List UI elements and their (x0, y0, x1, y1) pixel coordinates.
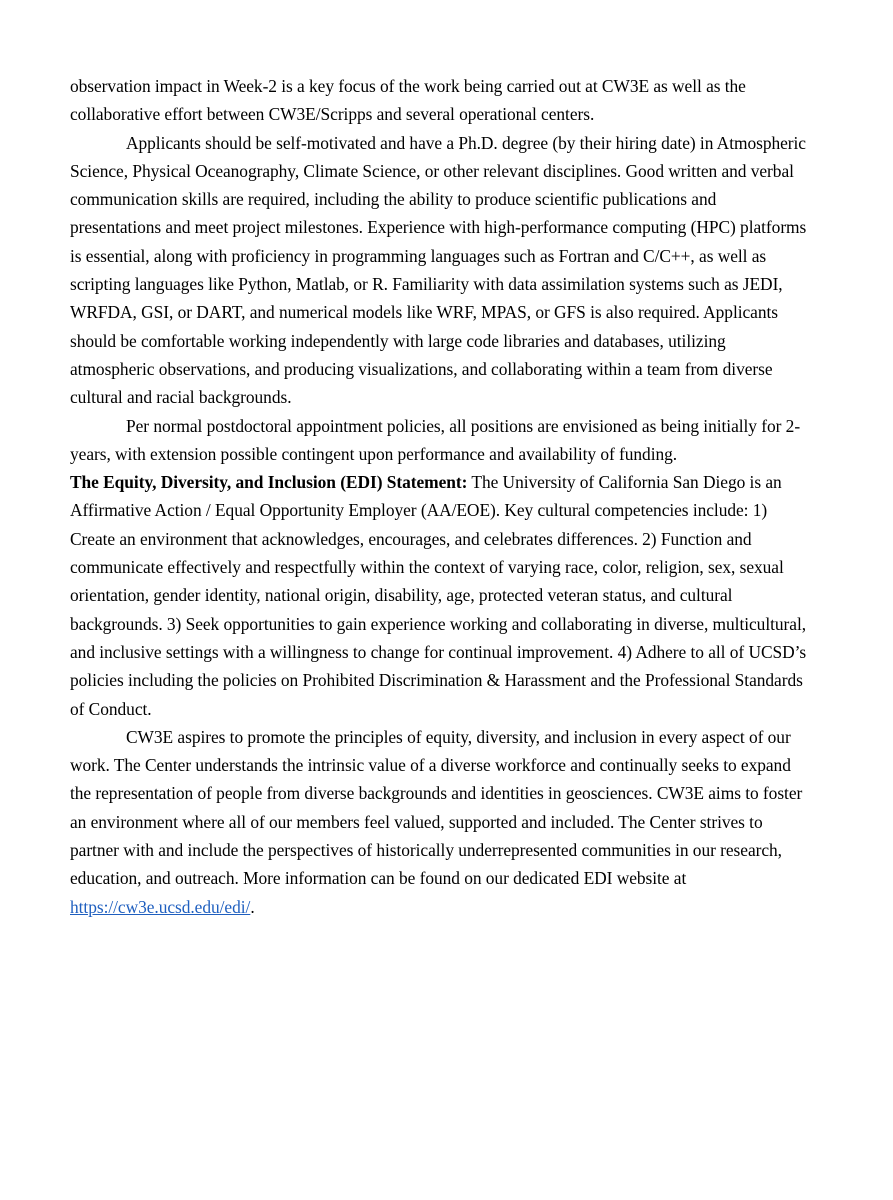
cw3e-edi-body: CW3E aspires to promote the principles of equity, diversity, and inclusion in every aspect of our work. The Center understands the intrinsic value of a diverse workforce and continually seeks to expand the representation of people from diverse backgrounds and identities in geosciences. CW3E aims to foster an environment where all of our members feel valued, supported and included. The Center strives to partner with and include the perspectives of historically underrepresented communities in our research, education, and outreach. More information can be found on our dedicated EDI website at (70, 726, 803, 889)
paragraph-cw3e-edi (70, 723, 810, 921)
document-page (70, 72, 810, 921)
edi-website-link[interactable]: https://cw3e.ucsd.edu/edi/ (70, 896, 251, 917)
paragraph-observation-impact: observation impact in Week-2 is a key focus of the work being carried out at CW3E as well as the collaborative effort between CW3E/Scripps and several operational centers. (70, 76, 746, 125)
cw3e-edi-end: . (250, 896, 255, 917)
edi-heading: The Equity, Diversity, and Inclusion (EDI) Statement: (70, 472, 468, 493)
paragraph-edi-statement (70, 468, 810, 723)
paragraph-appointment-policy: Per normal postdoctoral appointment policies, all positions are envisioned as being initially for 2-years, with extension possible contingent upon performance and availability of funding. (70, 415, 801, 464)
edi-statement-body: The University of California San Diego is an Affirmative Action / Equal Opportunity Employer (AA/EOE). Key cultural competencies include: 1) Create an environment that acknowledges, encourages, and celebrates differences. 2) Function and communicate effectively and respectfully within the context of varying race, color, religion, sex, sexual orientation, gender identity, national origin, disability, age, protected veteran status, and cultural backgrounds. 3) Seek opportunities to gain experience working and collaborating in diverse, multicultural, and inclusive settings with a willingness to change for continual improvement. 4) Adhere to all of UCSD’s policies including the policies on Prohibited Discrimination & Harassment and the Professional Standards of Conduct. (70, 472, 807, 719)
paragraph-applicant-requirements: Applicants should be self-motivated and have a Ph.D. degree (by their hiring date) in Atmospheric Science, Physical Oceanography, Climate Science, or other relevant disciplines. Good written and verbal communication skills are required, including the ability to produce scientific publications and presentations and meet project milestones. Experience with high-performance computing (HPC) platforms is essential, along with proficiency in programming languages such as Fortran and C/C++, as well as scripting languages like Python, Matlab, or R. Familiarity with data assimilation systems such as JEDI, WRFDA, GSI, or DART, and numerical models like WRF, MPAS, or GFS is also required. Applicants should be comfortable working independently with large code libraries and databases, utilizing atmospheric observations, and producing visualizations, and collaborating within a team from diverse cultural and racial backgrounds. (70, 132, 807, 408)
